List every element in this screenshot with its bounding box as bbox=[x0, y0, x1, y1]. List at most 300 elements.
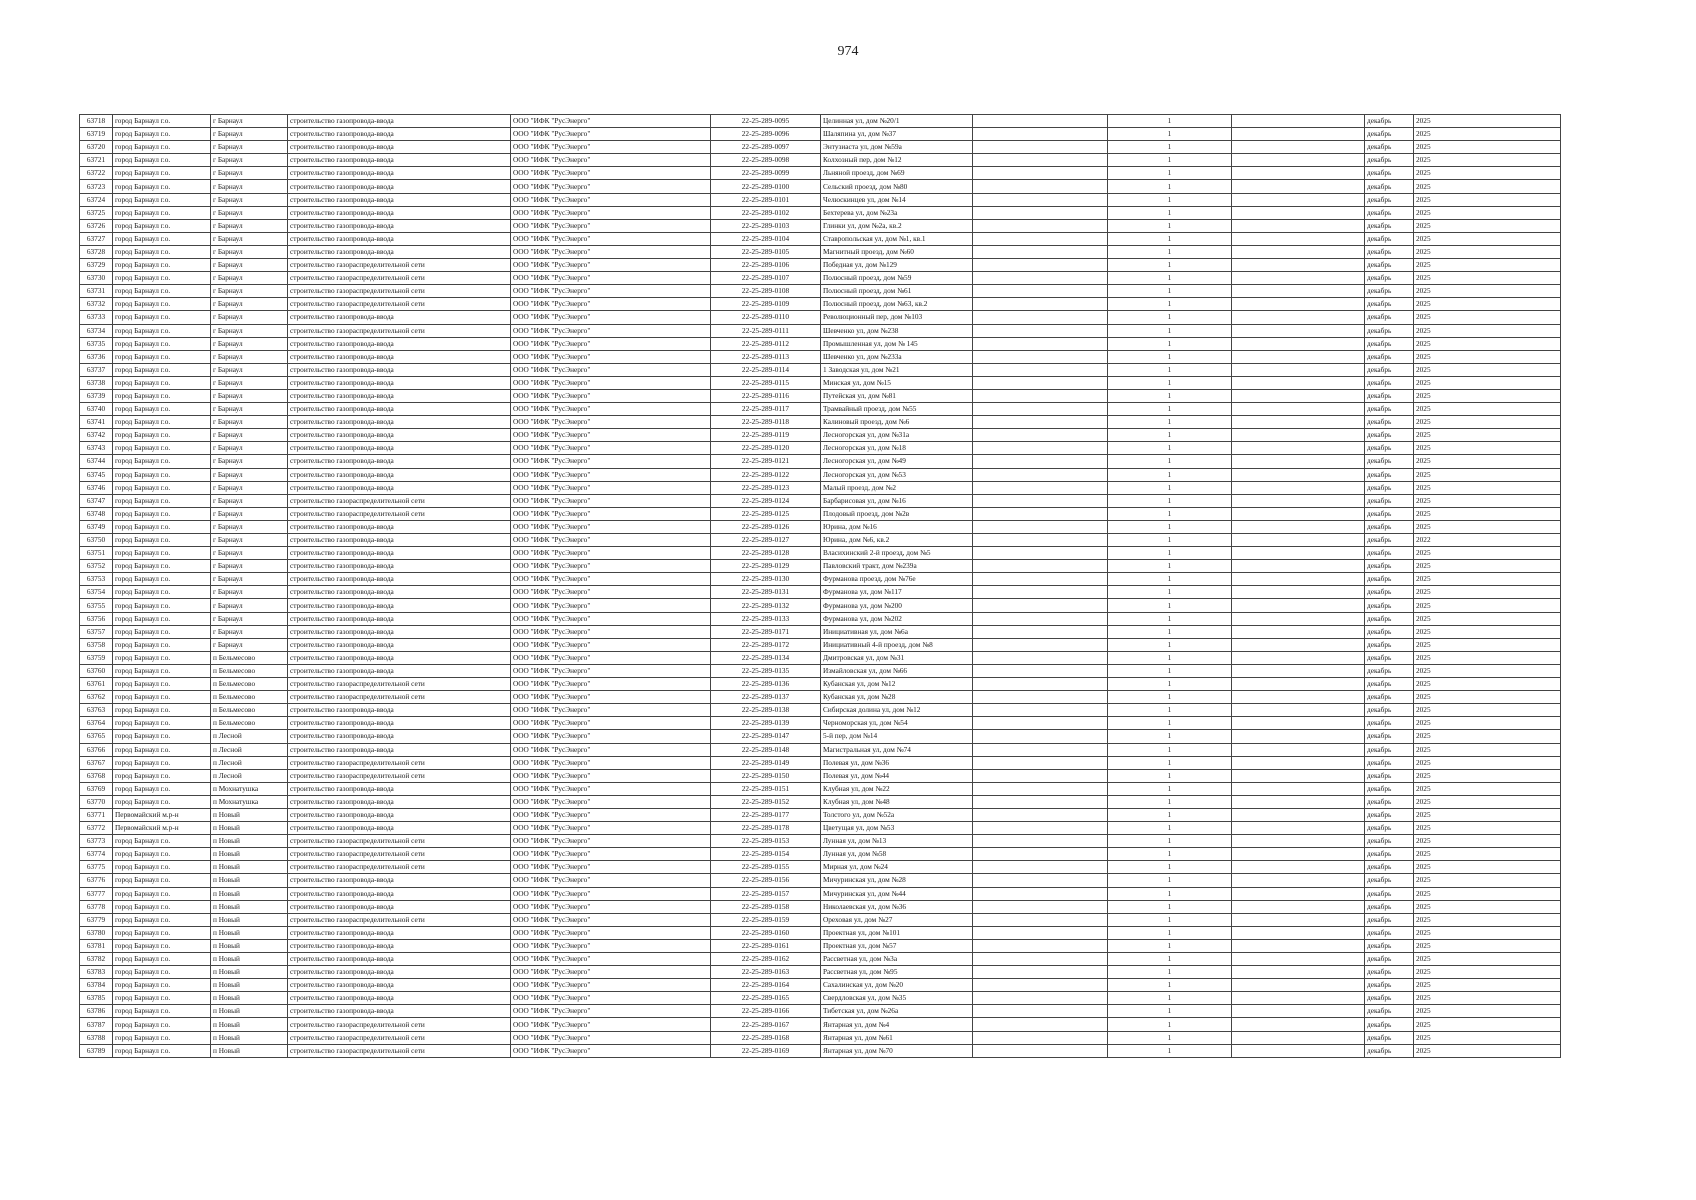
year-cell: 2025 bbox=[1414, 730, 1561, 743]
year-cell: 2022 bbox=[1414, 534, 1561, 547]
empty-cell bbox=[1232, 154, 1365, 167]
quantity-cell: 1 bbox=[1108, 926, 1232, 939]
district-cell: город Барнаул г.о. bbox=[113, 638, 211, 651]
row-number-cell: 63718 bbox=[80, 115, 113, 128]
organization-cell: ООО "ИФК "РусЭнерго" bbox=[511, 717, 711, 730]
month-cell: декабрь bbox=[1365, 1031, 1414, 1044]
district-cell: город Барнаул г.о. bbox=[113, 442, 211, 455]
row-number-cell: 63726 bbox=[80, 219, 113, 232]
quantity-cell: 1 bbox=[1108, 232, 1232, 245]
organization-cell: ООО "ИФК "РусЭнерго" bbox=[511, 599, 711, 612]
empty-cell bbox=[1232, 232, 1365, 245]
month-cell: декабрь bbox=[1365, 324, 1414, 337]
address-cell: Минская ул, дом №15 bbox=[821, 376, 973, 389]
locality-cell: г Барнаул bbox=[211, 586, 288, 599]
year-cell: 2025 bbox=[1414, 219, 1561, 232]
locality-cell: г Барнаул bbox=[211, 625, 288, 638]
district-cell: город Барнаул г.о. bbox=[113, 232, 211, 245]
table-row bbox=[80, 285, 1561, 298]
application-code-cell: 22-25-289-0133 bbox=[711, 612, 821, 625]
address-cell: Полюсный проезд, дом №59 bbox=[821, 272, 973, 285]
locality-cell: п Новый bbox=[211, 887, 288, 900]
month-cell: декабрь bbox=[1365, 507, 1414, 520]
empty-cell bbox=[973, 848, 1108, 861]
application-code-cell: 22-25-289-0122 bbox=[711, 468, 821, 481]
quantity-cell: 1 bbox=[1108, 245, 1232, 258]
organization-cell: ООО "ИФК "РусЭнерго" bbox=[511, 128, 711, 141]
empty-cell bbox=[973, 311, 1108, 324]
district-cell: город Барнаул г.о. bbox=[113, 651, 211, 664]
table-row bbox=[80, 704, 1561, 717]
empty-cell bbox=[973, 782, 1108, 795]
application-code-cell: 22-25-289-0100 bbox=[711, 180, 821, 193]
empty-cell bbox=[973, 1018, 1108, 1031]
application-code-cell: 22-25-289-0119 bbox=[711, 429, 821, 442]
work-type-cell: строительство газораспределительной сети bbox=[288, 324, 511, 337]
year-cell: 2025 bbox=[1414, 154, 1561, 167]
work-type-cell: строительство газопровода-ввода bbox=[288, 586, 511, 599]
address-cell: Трамвайный проезд, дом №55 bbox=[821, 403, 973, 416]
quantity-cell: 1 bbox=[1108, 507, 1232, 520]
row-number-cell: 63738 bbox=[80, 376, 113, 389]
locality-cell: г Барнаул bbox=[211, 468, 288, 481]
organization-cell: ООО "ИФК "РусЭнерго" bbox=[511, 219, 711, 232]
locality-cell: г Барнаул bbox=[211, 534, 288, 547]
locality-cell: г Барнаул bbox=[211, 350, 288, 363]
locality-cell: п Лесной bbox=[211, 743, 288, 756]
district-cell: город Барнаул г.о. bbox=[113, 704, 211, 717]
quantity-cell: 1 bbox=[1108, 141, 1232, 154]
table-row bbox=[80, 180, 1561, 193]
year-cell: 2025 bbox=[1414, 599, 1561, 612]
application-code-cell: 22-25-289-0139 bbox=[711, 717, 821, 730]
empty-cell bbox=[973, 979, 1108, 992]
application-code-cell: 22-25-289-0135 bbox=[711, 664, 821, 677]
organization-cell: ООО "ИФК "РусЭнерго" bbox=[511, 560, 711, 573]
application-code-cell: 22-25-289-0104 bbox=[711, 232, 821, 245]
empty-cell bbox=[973, 599, 1108, 612]
work-type-cell: строительство газопровода-ввода bbox=[288, 651, 511, 664]
table-row bbox=[80, 599, 1561, 612]
month-cell: декабрь bbox=[1365, 756, 1414, 769]
address-cell: Полюсный проезд, дом №63, кв.2 bbox=[821, 298, 973, 311]
district-cell: город Барнаул г.о. bbox=[113, 1031, 211, 1044]
table-row bbox=[80, 1005, 1561, 1018]
organization-cell: ООО "ИФК "РусЭнерго" bbox=[511, 259, 711, 272]
application-code-cell: 22-25-289-0107 bbox=[711, 272, 821, 285]
work-type-cell: строительство газораспределительной сети bbox=[288, 861, 511, 874]
application-code-cell: 22-25-289-0103 bbox=[711, 219, 821, 232]
locality-cell: п Новый bbox=[211, 966, 288, 979]
work-type-cell: строительство газопровода-ввода bbox=[288, 874, 511, 887]
district-cell: город Барнаул г.о. bbox=[113, 1005, 211, 1018]
organization-cell: ООО "ИФК "РусЭнерго" bbox=[511, 730, 711, 743]
month-cell: декабрь bbox=[1365, 167, 1414, 180]
empty-cell bbox=[973, 691, 1108, 704]
empty-cell bbox=[1232, 376, 1365, 389]
empty-cell bbox=[973, 376, 1108, 389]
table-row bbox=[80, 193, 1561, 206]
year-cell: 2025 bbox=[1414, 678, 1561, 691]
row-number-cell: 63732 bbox=[80, 298, 113, 311]
table-row bbox=[80, 1044, 1561, 1057]
work-type-cell: строительство газопровода-ввода bbox=[288, 900, 511, 913]
table-row bbox=[80, 167, 1561, 180]
address-cell: Проектная ул, дом №57 bbox=[821, 939, 973, 952]
organization-cell: ООО "ИФК "РусЭнерго" bbox=[511, 743, 711, 756]
address-cell: Павловский тракт, дом №239а bbox=[821, 560, 973, 573]
row-number-cell: 63740 bbox=[80, 403, 113, 416]
locality-cell: п Бельмесово bbox=[211, 651, 288, 664]
empty-cell bbox=[973, 442, 1108, 455]
work-type-cell: строительство газопровода-ввода bbox=[288, 782, 511, 795]
organization-cell: ООО "ИФК "РусЭнерго" bbox=[511, 966, 711, 979]
year-cell: 2025 bbox=[1414, 664, 1561, 677]
empty-cell bbox=[1232, 638, 1365, 651]
empty-cell bbox=[973, 285, 1108, 298]
work-type-cell: строительство газопровода-ввода bbox=[288, 442, 511, 455]
year-cell: 2025 bbox=[1414, 874, 1561, 887]
address-cell: Шевченко ул, дом №233а bbox=[821, 350, 973, 363]
year-cell: 2025 bbox=[1414, 259, 1561, 272]
month-cell: декабрь bbox=[1365, 992, 1414, 1005]
row-number-cell: 63755 bbox=[80, 599, 113, 612]
empty-cell bbox=[973, 193, 1108, 206]
month-cell: декабрь bbox=[1365, 939, 1414, 952]
empty-cell bbox=[1232, 416, 1365, 429]
district-cell: город Барнаул г.о. bbox=[113, 298, 211, 311]
district-cell: город Барнаул г.о. bbox=[113, 128, 211, 141]
month-cell: декабрь bbox=[1365, 664, 1414, 677]
quantity-cell: 1 bbox=[1108, 547, 1232, 560]
locality-cell: г Барнаул bbox=[211, 245, 288, 258]
organization-cell: ООО "ИФК "РусЭнерго" bbox=[511, 769, 711, 782]
table-row bbox=[80, 743, 1561, 756]
table-row bbox=[80, 468, 1561, 481]
address-cell: 1 Заводская ул, дом №21 bbox=[821, 363, 973, 376]
month-cell: декабрь bbox=[1365, 599, 1414, 612]
work-type-cell: строительство газораспределительной сети bbox=[288, 1044, 511, 1057]
empty-cell bbox=[973, 560, 1108, 573]
year-cell: 2025 bbox=[1414, 128, 1561, 141]
empty-cell bbox=[1232, 769, 1365, 782]
year-cell: 2025 bbox=[1414, 1031, 1561, 1044]
address-cell: Лесногорская ул, дом №49 bbox=[821, 455, 973, 468]
table-row bbox=[80, 337, 1561, 350]
locality-cell: п Новый bbox=[211, 1005, 288, 1018]
month-cell: декабрь bbox=[1365, 455, 1414, 468]
year-cell: 2025 bbox=[1414, 586, 1561, 599]
work-type-cell: строительство газораспределительной сети bbox=[288, 298, 511, 311]
work-type-cell: строительство газопровода-ввода bbox=[288, 717, 511, 730]
work-type-cell: строительство газопровода-ввода bbox=[288, 887, 511, 900]
work-type-cell: строительство газопровода-ввода bbox=[288, 455, 511, 468]
organization-cell: ООО "ИФК "РусЭнерго" bbox=[511, 861, 711, 874]
month-cell: декабрь bbox=[1365, 625, 1414, 638]
month-cell: декабрь bbox=[1365, 337, 1414, 350]
application-code-cell: 22-25-289-0164 bbox=[711, 979, 821, 992]
month-cell: декабрь bbox=[1365, 115, 1414, 128]
month-cell: декабрь bbox=[1365, 193, 1414, 206]
organization-cell: ООО "ИФК "РусЭнерго" bbox=[511, 403, 711, 416]
registry-table bbox=[79, 114, 1561, 1058]
row-number-cell: 63731 bbox=[80, 285, 113, 298]
month-cell: декабрь bbox=[1365, 1005, 1414, 1018]
empty-cell bbox=[973, 756, 1108, 769]
quantity-cell: 1 bbox=[1108, 664, 1232, 677]
locality-cell: г Барнаул bbox=[211, 115, 288, 128]
locality-cell: п Новый bbox=[211, 1031, 288, 1044]
application-code-cell: 22-25-289-0129 bbox=[711, 560, 821, 573]
year-cell: 2025 bbox=[1414, 115, 1561, 128]
work-type-cell: строительство газопровода-ввода bbox=[288, 219, 511, 232]
address-cell: Полевая ул, дом №36 bbox=[821, 756, 973, 769]
organization-cell: ООО "ИФК "РусЭнерго" bbox=[511, 232, 711, 245]
address-cell: Рассветная ул, дом №3а bbox=[821, 953, 973, 966]
locality-cell: п Бельмесово bbox=[211, 704, 288, 717]
table-row bbox=[80, 822, 1561, 835]
year-cell: 2025 bbox=[1414, 416, 1561, 429]
year-cell: 2025 bbox=[1414, 756, 1561, 769]
district-cell: город Барнаул г.о. bbox=[113, 324, 211, 337]
empty-cell bbox=[1232, 206, 1365, 219]
locality-cell: г Барнаул bbox=[211, 416, 288, 429]
address-cell: Победная ул, дом №129 bbox=[821, 259, 973, 272]
empty-cell bbox=[1232, 612, 1365, 625]
district-cell: город Барнаул г.о. bbox=[113, 180, 211, 193]
row-number-cell: 63775 bbox=[80, 861, 113, 874]
row-number-cell: 63748 bbox=[80, 507, 113, 520]
address-cell: Шевченко ул, дом №238 bbox=[821, 324, 973, 337]
quantity-cell: 1 bbox=[1108, 691, 1232, 704]
row-number-cell: 63741 bbox=[80, 416, 113, 429]
row-number-cell: 63786 bbox=[80, 1005, 113, 1018]
month-cell: декабрь bbox=[1365, 848, 1414, 861]
month-cell: декабрь bbox=[1365, 808, 1414, 821]
empty-cell bbox=[973, 1031, 1108, 1044]
organization-cell: ООО "ИФК "РусЭнерго" bbox=[511, 887, 711, 900]
year-cell: 2025 bbox=[1414, 1044, 1561, 1057]
locality-cell: г Барнаул bbox=[211, 311, 288, 324]
locality-cell: г Барнаул bbox=[211, 193, 288, 206]
quantity-cell: 1 bbox=[1108, 193, 1232, 206]
empty-cell bbox=[1232, 913, 1365, 926]
empty-cell bbox=[1232, 193, 1365, 206]
empty-cell bbox=[973, 115, 1108, 128]
district-cell: город Барнаул г.о. bbox=[113, 154, 211, 167]
table-row bbox=[80, 691, 1561, 704]
address-cell: Лунная ул, дом №13 bbox=[821, 835, 973, 848]
empty-cell bbox=[973, 664, 1108, 677]
address-cell: Тибетская ул, дом №26а bbox=[821, 1005, 973, 1018]
year-cell: 2025 bbox=[1414, 651, 1561, 664]
empty-cell bbox=[1232, 298, 1365, 311]
month-cell: декабрь bbox=[1365, 795, 1414, 808]
empty-cell bbox=[973, 743, 1108, 756]
year-cell: 2025 bbox=[1414, 560, 1561, 573]
table-row bbox=[80, 625, 1561, 638]
application-code-cell: 22-25-289-0147 bbox=[711, 730, 821, 743]
address-cell: 5-й пер, дом №14 bbox=[821, 730, 973, 743]
table-body bbox=[80, 115, 1561, 1058]
work-type-cell: строительство газопровода-ввода bbox=[288, 154, 511, 167]
row-number-cell: 63720 bbox=[80, 141, 113, 154]
work-type-cell: строительство газопровода-ввода bbox=[288, 193, 511, 206]
year-cell: 2025 bbox=[1414, 363, 1561, 376]
row-number-cell: 63763 bbox=[80, 704, 113, 717]
work-type-cell: строительство газопровода-ввода bbox=[288, 232, 511, 245]
district-cell: город Барнаул г.о. bbox=[113, 612, 211, 625]
locality-cell: г Барнаул bbox=[211, 128, 288, 141]
address-cell: Колхозный пер, дом №12 bbox=[821, 154, 973, 167]
locality-cell: п Новый bbox=[211, 939, 288, 952]
address-cell: Юрина, дом №6, кв.2 bbox=[821, 534, 973, 547]
organization-cell: ООО "ИФК "РусЭнерго" bbox=[511, 664, 711, 677]
row-number-cell: 63761 bbox=[80, 678, 113, 691]
work-type-cell: строительство газопровода-ввода bbox=[288, 350, 511, 363]
table-row bbox=[80, 403, 1561, 416]
address-cell: Льняной проезд, дом №69 bbox=[821, 167, 973, 180]
table-row bbox=[80, 232, 1561, 245]
work-type-cell: строительство газопровода-ввода bbox=[288, 625, 511, 638]
year-cell: 2025 bbox=[1414, 285, 1561, 298]
district-cell: город Барнаул г.о. bbox=[113, 573, 211, 586]
locality-cell: п Новый bbox=[211, 835, 288, 848]
empty-cell bbox=[973, 638, 1108, 651]
organization-cell: ООО "ИФК "РусЭнерго" bbox=[511, 442, 711, 455]
application-code-cell: 22-25-289-0171 bbox=[711, 625, 821, 638]
application-code-cell: 22-25-289-0152 bbox=[711, 795, 821, 808]
locality-cell: п Лесной bbox=[211, 756, 288, 769]
empty-cell bbox=[1232, 167, 1365, 180]
empty-cell bbox=[1232, 835, 1365, 848]
quantity-cell: 1 bbox=[1108, 324, 1232, 337]
address-cell: Цветущая ул, дом №53 bbox=[821, 822, 973, 835]
month-cell: декабрь bbox=[1365, 403, 1414, 416]
empty-cell bbox=[1232, 861, 1365, 874]
row-number-cell: 63744 bbox=[80, 455, 113, 468]
row-number-cell: 63723 bbox=[80, 180, 113, 193]
organization-cell: ООО "ИФК "РусЭнерго" bbox=[511, 272, 711, 285]
empty-cell bbox=[973, 416, 1108, 429]
application-code-cell: 22-25-289-0117 bbox=[711, 403, 821, 416]
address-cell: Малый проезд, дом №2 bbox=[821, 481, 973, 494]
table-row bbox=[80, 678, 1561, 691]
empty-cell bbox=[973, 1005, 1108, 1018]
work-type-cell: строительство газопровода-ввода bbox=[288, 808, 511, 821]
month-cell: декабрь bbox=[1365, 874, 1414, 887]
empty-cell bbox=[1232, 363, 1365, 376]
table-row bbox=[80, 324, 1561, 337]
empty-cell bbox=[973, 337, 1108, 350]
locality-cell: г Барнаул bbox=[211, 272, 288, 285]
work-type-cell: строительство газопровода-ввода bbox=[288, 468, 511, 481]
application-code-cell: 22-25-289-0124 bbox=[711, 494, 821, 507]
work-type-cell: строительство газопровода-ввода bbox=[288, 560, 511, 573]
organization-cell: ООО "ИФК "РусЭнерго" bbox=[511, 1044, 711, 1057]
row-number-cell: 63766 bbox=[80, 743, 113, 756]
application-code-cell: 22-25-289-0132 bbox=[711, 599, 821, 612]
month-cell: декабрь bbox=[1365, 651, 1414, 664]
address-cell: Магистральная ул, дом №74 bbox=[821, 743, 973, 756]
row-number-cell: 63778 bbox=[80, 900, 113, 913]
work-type-cell: строительство газопровода-ввода bbox=[288, 128, 511, 141]
month-cell: декабрь bbox=[1365, 481, 1414, 494]
empty-cell bbox=[1232, 180, 1365, 193]
table-row bbox=[80, 547, 1561, 560]
row-number-cell: 63733 bbox=[80, 311, 113, 324]
address-cell: Революционный пер, дом №103 bbox=[821, 311, 973, 324]
organization-cell: ООО "ИФК "РусЭнерго" bbox=[511, 848, 711, 861]
locality-cell: п Новый bbox=[211, 861, 288, 874]
empty-cell bbox=[1232, 350, 1365, 363]
organization-cell: ООО "ИФК "РусЭнерго" bbox=[511, 992, 711, 1005]
empty-cell bbox=[1232, 219, 1365, 232]
empty-cell bbox=[1232, 285, 1365, 298]
address-cell: Дмитровская ул, дом №31 bbox=[821, 651, 973, 664]
quantity-cell: 1 bbox=[1108, 311, 1232, 324]
quantity-cell: 1 bbox=[1108, 795, 1232, 808]
empty-cell bbox=[973, 232, 1108, 245]
work-type-cell: строительство газопровода-ввода bbox=[288, 416, 511, 429]
month-cell: декабрь bbox=[1365, 350, 1414, 363]
row-number-cell: 63721 bbox=[80, 154, 113, 167]
year-cell: 2025 bbox=[1414, 638, 1561, 651]
application-code-cell: 22-25-289-0167 bbox=[711, 1018, 821, 1031]
application-code-cell: 22-25-289-0102 bbox=[711, 206, 821, 219]
quantity-cell: 1 bbox=[1108, 625, 1232, 638]
table-row bbox=[80, 507, 1561, 520]
organization-cell: ООО "ИФК "РусЭнерго" bbox=[511, 835, 711, 848]
organization-cell: ООО "ИФК "РусЭнерго" bbox=[511, 507, 711, 520]
table-row bbox=[80, 455, 1561, 468]
application-code-cell: 22-25-289-0155 bbox=[711, 861, 821, 874]
application-code-cell: 22-25-289-0105 bbox=[711, 245, 821, 258]
row-number-cell: 63743 bbox=[80, 442, 113, 455]
year-cell: 2025 bbox=[1414, 442, 1561, 455]
row-number-cell: 63746 bbox=[80, 481, 113, 494]
district-cell: город Барнаул г.о. bbox=[113, 848, 211, 861]
row-number-cell: 63749 bbox=[80, 520, 113, 533]
quantity-cell: 1 bbox=[1108, 730, 1232, 743]
empty-cell bbox=[1232, 966, 1365, 979]
row-number-cell: 63752 bbox=[80, 560, 113, 573]
month-cell: декабрь bbox=[1365, 128, 1414, 141]
address-cell: Фурманова ул, дом №200 bbox=[821, 599, 973, 612]
month-cell: декабрь bbox=[1365, 429, 1414, 442]
year-cell: 2025 bbox=[1414, 141, 1561, 154]
empty-cell bbox=[973, 1044, 1108, 1057]
work-type-cell: строительство газопровода-ввода bbox=[288, 599, 511, 612]
district-cell: город Барнаул г.о. bbox=[113, 730, 211, 743]
row-number-cell: 63742 bbox=[80, 429, 113, 442]
organization-cell: ООО "ИФК "РусЭнерго" bbox=[511, 468, 711, 481]
organization-cell: ООО "ИФК "РусЭнерго" bbox=[511, 534, 711, 547]
district-cell: город Барнаул г.о. bbox=[113, 245, 211, 258]
table-row bbox=[80, 573, 1561, 586]
quantity-cell: 1 bbox=[1108, 573, 1232, 586]
empty-cell bbox=[1232, 455, 1365, 468]
address-cell: Кубанская ул, дом №28 bbox=[821, 691, 973, 704]
row-number-cell: 63773 bbox=[80, 835, 113, 848]
empty-cell bbox=[1232, 808, 1365, 821]
empty-cell bbox=[1232, 586, 1365, 599]
year-cell: 2025 bbox=[1414, 520, 1561, 533]
year-cell: 2025 bbox=[1414, 966, 1561, 979]
month-cell: декабрь bbox=[1365, 311, 1414, 324]
empty-cell bbox=[1232, 494, 1365, 507]
quantity-cell: 1 bbox=[1108, 403, 1232, 416]
